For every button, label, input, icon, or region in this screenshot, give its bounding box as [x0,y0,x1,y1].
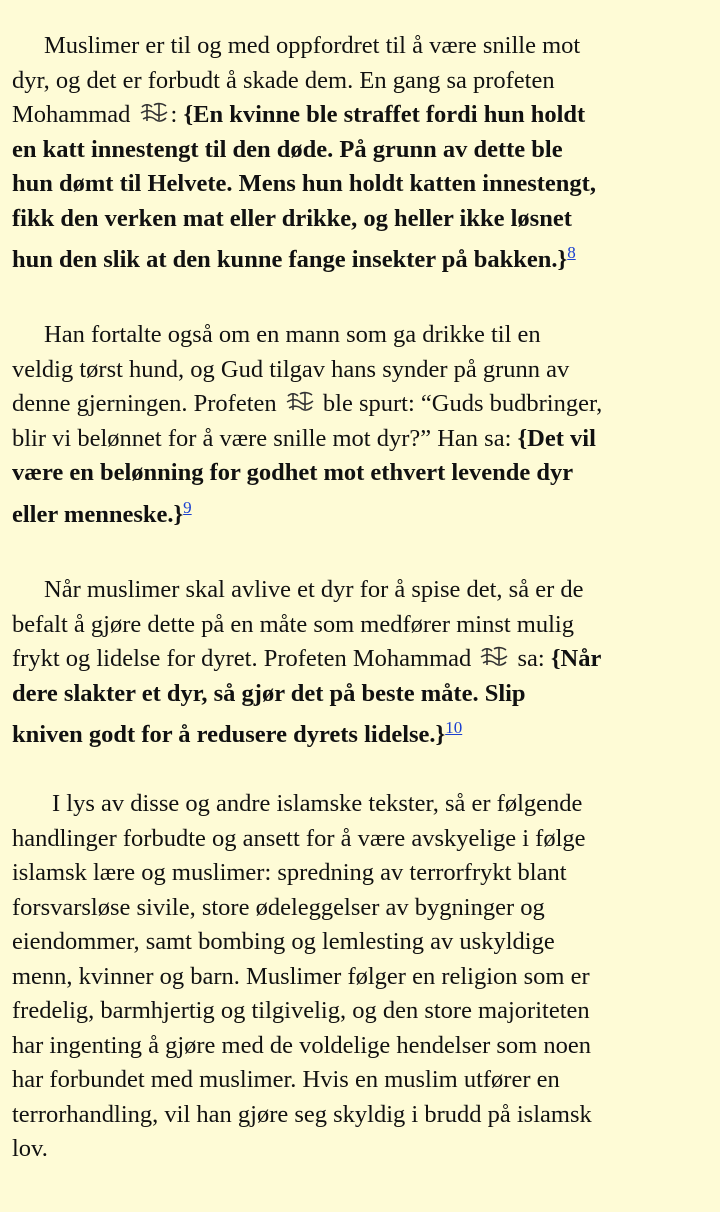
text-line [12,387,720,422]
body-text: befalt å gjøre dette på en måte som medfører minst mulig [12,610,574,638]
bold-quote-text: eller menneske.} [12,500,184,528]
footnote-link[interactable]: 10 [445,718,463,737]
text-line [12,1098,720,1133]
bold-quote-text: en katt innestengt til den døde. På grunn av dette ble [12,135,563,163]
body-text: eiendommer, samt bombing og lemlesting av uskyldige [12,928,555,955]
footnote-link[interactable]: 9 [183,497,192,517]
footnote-link[interactable]: 8 [567,243,576,262]
text-line [12,994,720,1029]
body-text: forsvarsløse sivile, store ødeleggelser av bygninger og [12,893,545,921]
bold-quote-text: fikk den verken mat eller drikke, og heller ikke løsnet [12,204,572,232]
text-line [12,822,720,857]
body-text: handlinger forbudte og ansett for å være avskyelige i følge [12,824,586,852]
text-line [12,891,720,926]
bold-quote-text: være en belønning for godhet mot ethvert levende dyr [12,459,574,486]
text-line [12,856,720,891]
text-line [12,573,720,608]
body-text: veldig tørst hund, og Gud tilgav hans synder på grunn av [12,355,570,383]
text-line [12,677,720,712]
paragraph-4 [12,787,720,1167]
text-line [12,960,720,995]
text-line [12,1132,720,1167]
text-line [12,98,720,133]
text-line [12,353,720,388]
honorific-calligraphy-icon [285,390,315,412]
body-text: fredelig, barmhjertig og tilgivelig, og den store majoriteten [12,997,590,1024]
body-text: terrorhandling, vil han gjøre seg skyldig i brudd på islamsk [12,1100,592,1128]
bold-quote-text: dere slakter et dyr, så gjør det på beste måte. Slip [12,679,526,707]
text-line [12,64,720,99]
text-line [12,925,720,960]
honorific-calligraphy-icon [139,101,169,123]
body-text: har forbundet med muslimer. Hvis en muslim utfører en [12,1066,560,1093]
text-line [12,318,720,353]
body-text: : [170,101,184,128]
paragraph-3 [12,573,720,753]
text-line [12,787,720,822]
text-line [12,491,720,533]
text-line [12,608,720,643]
paragraph-2 [12,318,720,532]
body-text: Han fortalte også om en mann som ga drikke til en [44,321,541,348]
text-line [12,133,720,168]
bold-quote-text: {Det vil [517,424,596,452]
text-line [12,1063,720,1098]
body-text: I lys av disse og andre islamske tekster, så er følgende [52,790,583,817]
bold-quote-text: {En kvinne ble straffet fordi hun holdt [183,101,586,128]
paragraph-1 [12,29,720,278]
text-line [12,167,720,202]
text-line [12,202,720,237]
body-text: sa: [511,645,551,672]
text-line [12,236,720,278]
body-text: ble spurt: “Guds budbringer, [316,390,603,417]
bold-quote-text: kniven godt for å redusere dyrets lidelse.} [12,721,446,748]
text-line [12,642,720,677]
bold-quote-text: hun den slik at den kunne fange insekter på bakken.} [12,246,568,273]
body-text: Muslimer er til og med oppfordret til å være snille mot [44,32,581,59]
body-text: Når muslimer skal avlive et dyr for å spise det, så er de [44,576,584,603]
body-text: blir vi belønnet for å være snille mot dyr?” Han sa: [12,424,518,452]
body-text: frykt og lidelse for dyret. Profeten Mohammad [12,645,478,672]
body-text: denne gjerningen. Profeten [12,390,283,417]
body-text: islamsk lære og muslimer: spredning av terrorfrykt blant [12,859,567,886]
body-text: menn, kvinner og barn. Muslimer følger en religion som er [12,962,590,990]
body-text: dyr, og det er forbudt å skade dem. En gang sa profeten [12,66,555,94]
text-line [12,422,720,457]
body-text: har ingenting å gjøre med de voldelige hendelser som noen [12,1031,591,1059]
body-text: Mohammad [12,101,137,128]
text-line [12,456,720,491]
honorific-calligraphy-icon [479,645,509,667]
text-line [12,29,720,64]
body-text: lov. [12,1135,48,1162]
bold-quote-text: {Når [550,645,602,672]
text-line [12,1029,720,1064]
bold-quote-text: hun dømt til Helvete. Mens hun holdt katten innestengt, [12,170,596,197]
text-line [12,711,720,753]
